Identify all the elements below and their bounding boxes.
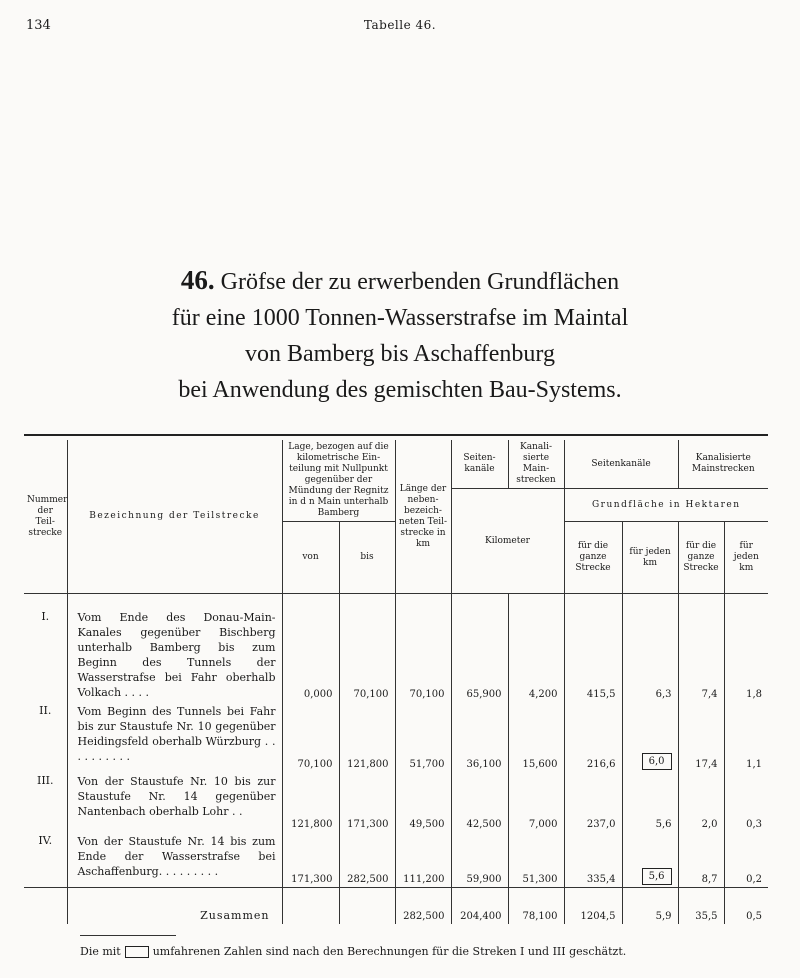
row-description: Von der Staustufe Nr. 10 bis zur Staustufe Nr. 14 gegenüber Nantenbach oberhalb Lohr . . <box>67 772 282 832</box>
cell-von: 171,300 <box>282 832 339 888</box>
header-kanalisierte: Kanali-sierte Main-strecken <box>508 440 564 489</box>
title-line-1: Gröfse der zu erwerbenden Grundflächen <box>220 269 620 295</box>
cell-seiten-km: 59,900 <box>451 832 508 888</box>
page-number: 134 <box>26 18 51 33</box>
total-seiten-km: 204,400 <box>451 888 508 924</box>
total-seiten-ha: 1204,5 <box>564 888 622 924</box>
total-laenge: 282,500 <box>395 888 451 924</box>
footnote-box-symbol <box>125 946 149 958</box>
cell-seiten-km: 42,500 <box>451 772 508 832</box>
cell-laenge: 70,100 <box>395 608 451 702</box>
cell-kanal-km: 7,000 <box>508 772 564 832</box>
table-row <box>24 608 768 702</box>
title-line-3: von Bamberg bis Aschaffenburg <box>245 341 555 367</box>
cell-seiten-ha: 415,5 <box>564 608 622 702</box>
title-line-4: bei Anwendung des gemischten Bau-Systems. <box>178 377 622 403</box>
cell-laenge: 51,700 <box>395 702 451 772</box>
header-von: von <box>282 522 339 594</box>
cell-kanal-ha: 7,4 <box>678 608 724 702</box>
cell-bis: 70,100 <box>339 608 395 702</box>
header-grundflaeche: Grundfläche in Hektaren <box>564 489 768 522</box>
cell-seiten-ha: 335,4 <box>564 832 622 888</box>
running-head: Tabelle 46. <box>363 18 437 32</box>
cell-seiten-ha: 216,6 <box>564 702 622 772</box>
cell-kanal-km: 15,600 <box>508 702 564 772</box>
cell-kanal-km: 4,200 <box>508 608 564 702</box>
footnote-text-before: Die mit <box>80 945 121 958</box>
cell-seiten-ha-km: 5,6 <box>622 772 678 832</box>
header-seitenkanaele-group: Seitenkanäle <box>564 440 678 489</box>
cell-laenge: 111,200 <box>395 832 451 888</box>
header-jeden-seiten: für jeden km <box>622 522 678 594</box>
top-rule <box>24 434 768 436</box>
row-number: IV. <box>38 833 53 847</box>
header-kanalisierte-group: Kanalisierte Mainstrecken <box>678 440 768 489</box>
header-seitenkanaele: Seiten-kanäle <box>451 440 508 489</box>
row-number: II. <box>39 703 52 717</box>
footnote-text-after: umfahrenen Zahlen sind nach den Berechnungen für die Streken I und III geschätzt. <box>152 945 627 958</box>
data-table-wrapper <box>24 440 768 924</box>
footnote-rule <box>80 935 176 936</box>
footnote <box>80 945 626 958</box>
table-row <box>24 832 768 888</box>
cell-kanal-ha-km: 0,2 <box>724 832 768 888</box>
row-number: I. <box>41 609 50 623</box>
total-kanal-ha-km: 0,5 <box>724 888 768 924</box>
row-description: Vom Beginn des Tunnels bei Fahr bis zur Staustufe Nr. 10 gegenüber Heidingsfeld oberhalb Würzburg . . . . . . . . . . <box>67 702 282 772</box>
cell-bis: 171,300 <box>339 772 395 832</box>
cell-von: 121,800 <box>282 772 339 832</box>
cell-kanal-ha-km: 1,1 <box>724 702 768 772</box>
cell-kanal-ha: 17,4 <box>678 702 724 772</box>
total-kanal-ha: 35,5 <box>678 888 724 924</box>
header-ganze-seiten: für die ganze Strecke <box>564 522 622 594</box>
estimated-value-box: 6,0 <box>642 753 672 770</box>
cell-kanal-ha-km: 1,8 <box>724 608 768 702</box>
table-number: 46. <box>180 265 215 295</box>
cell-bis: 282,500 <box>339 832 395 888</box>
cell-kanal-ha: 8,7 <box>678 832 724 888</box>
cell-seiten-ha: 237,0 <box>564 772 622 832</box>
header-jeden-kanal: für jeden km <box>724 522 768 594</box>
cell-von: 0,000 <box>282 608 339 702</box>
row-description: Von der Staustufe Nr. 14 bis zum Ende der Wasserstrafse bei Aschaffenburg. . . . . . . . . <box>67 832 282 888</box>
estimated-value-box: 5,6 <box>642 868 672 885</box>
total-label: Zusammen <box>67 888 282 924</box>
total-seiten-ha-km: 5,9 <box>622 888 678 924</box>
header-ganze-kanal: für die ganze Strecke <box>678 522 724 594</box>
header-nummer: Nummer der Teil-strecke <box>24 440 67 594</box>
data-table <box>24 440 768 924</box>
cell-kanal-ha-km: 0,3 <box>724 772 768 832</box>
cell-bis: 121,800 <box>339 702 395 772</box>
cell-laenge: 49,500 <box>395 772 451 832</box>
total-kanal-km: 78,100 <box>508 888 564 924</box>
header-kilometer: Kilometer <box>451 489 564 594</box>
title-line-2: für eine 1000 Tonnen-Wasserstrafse im Maintal <box>171 305 629 331</box>
header-laenge: Länge der neben-bezeich-neten Teil-strecke in km <box>395 440 451 594</box>
cell-kanal-km: 51,300 <box>508 832 564 888</box>
header-lage: Lage, bezogen auf die kilometrische Ein-teilung mit Nullpunkt gegenüber der Mündung der Regnitz in d n Main unterhalb Bamberg <box>282 440 395 522</box>
header-bezeichnung: Bezeichnung der Teilstrecke <box>67 440 282 594</box>
cell-seiten-ha-km: 6,3 <box>622 608 678 702</box>
row-description: Vom Ende des Donau-Main-Kanales gegenüber Bischberg unterhalb Bamberg bis zum Beginn des Tunnels der Wasserstrafse bei Fahr oberhalb Volkach . . . . <box>67 608 282 702</box>
table-title <box>0 262 800 408</box>
table-row <box>24 772 768 832</box>
cell-seiten-km: 36,100 <box>451 702 508 772</box>
row-number: III. <box>36 773 54 787</box>
total-row <box>24 888 768 924</box>
header-bis: bis <box>339 522 395 594</box>
cell-seiten-ha-km <box>622 832 678 888</box>
cell-von: 70,100 <box>282 702 339 772</box>
cell-kanal-ha: 2,0 <box>678 772 724 832</box>
table-row <box>24 702 768 772</box>
cell-seiten-ha-km <box>622 702 678 772</box>
cell-seiten-km: 65,900 <box>451 608 508 702</box>
